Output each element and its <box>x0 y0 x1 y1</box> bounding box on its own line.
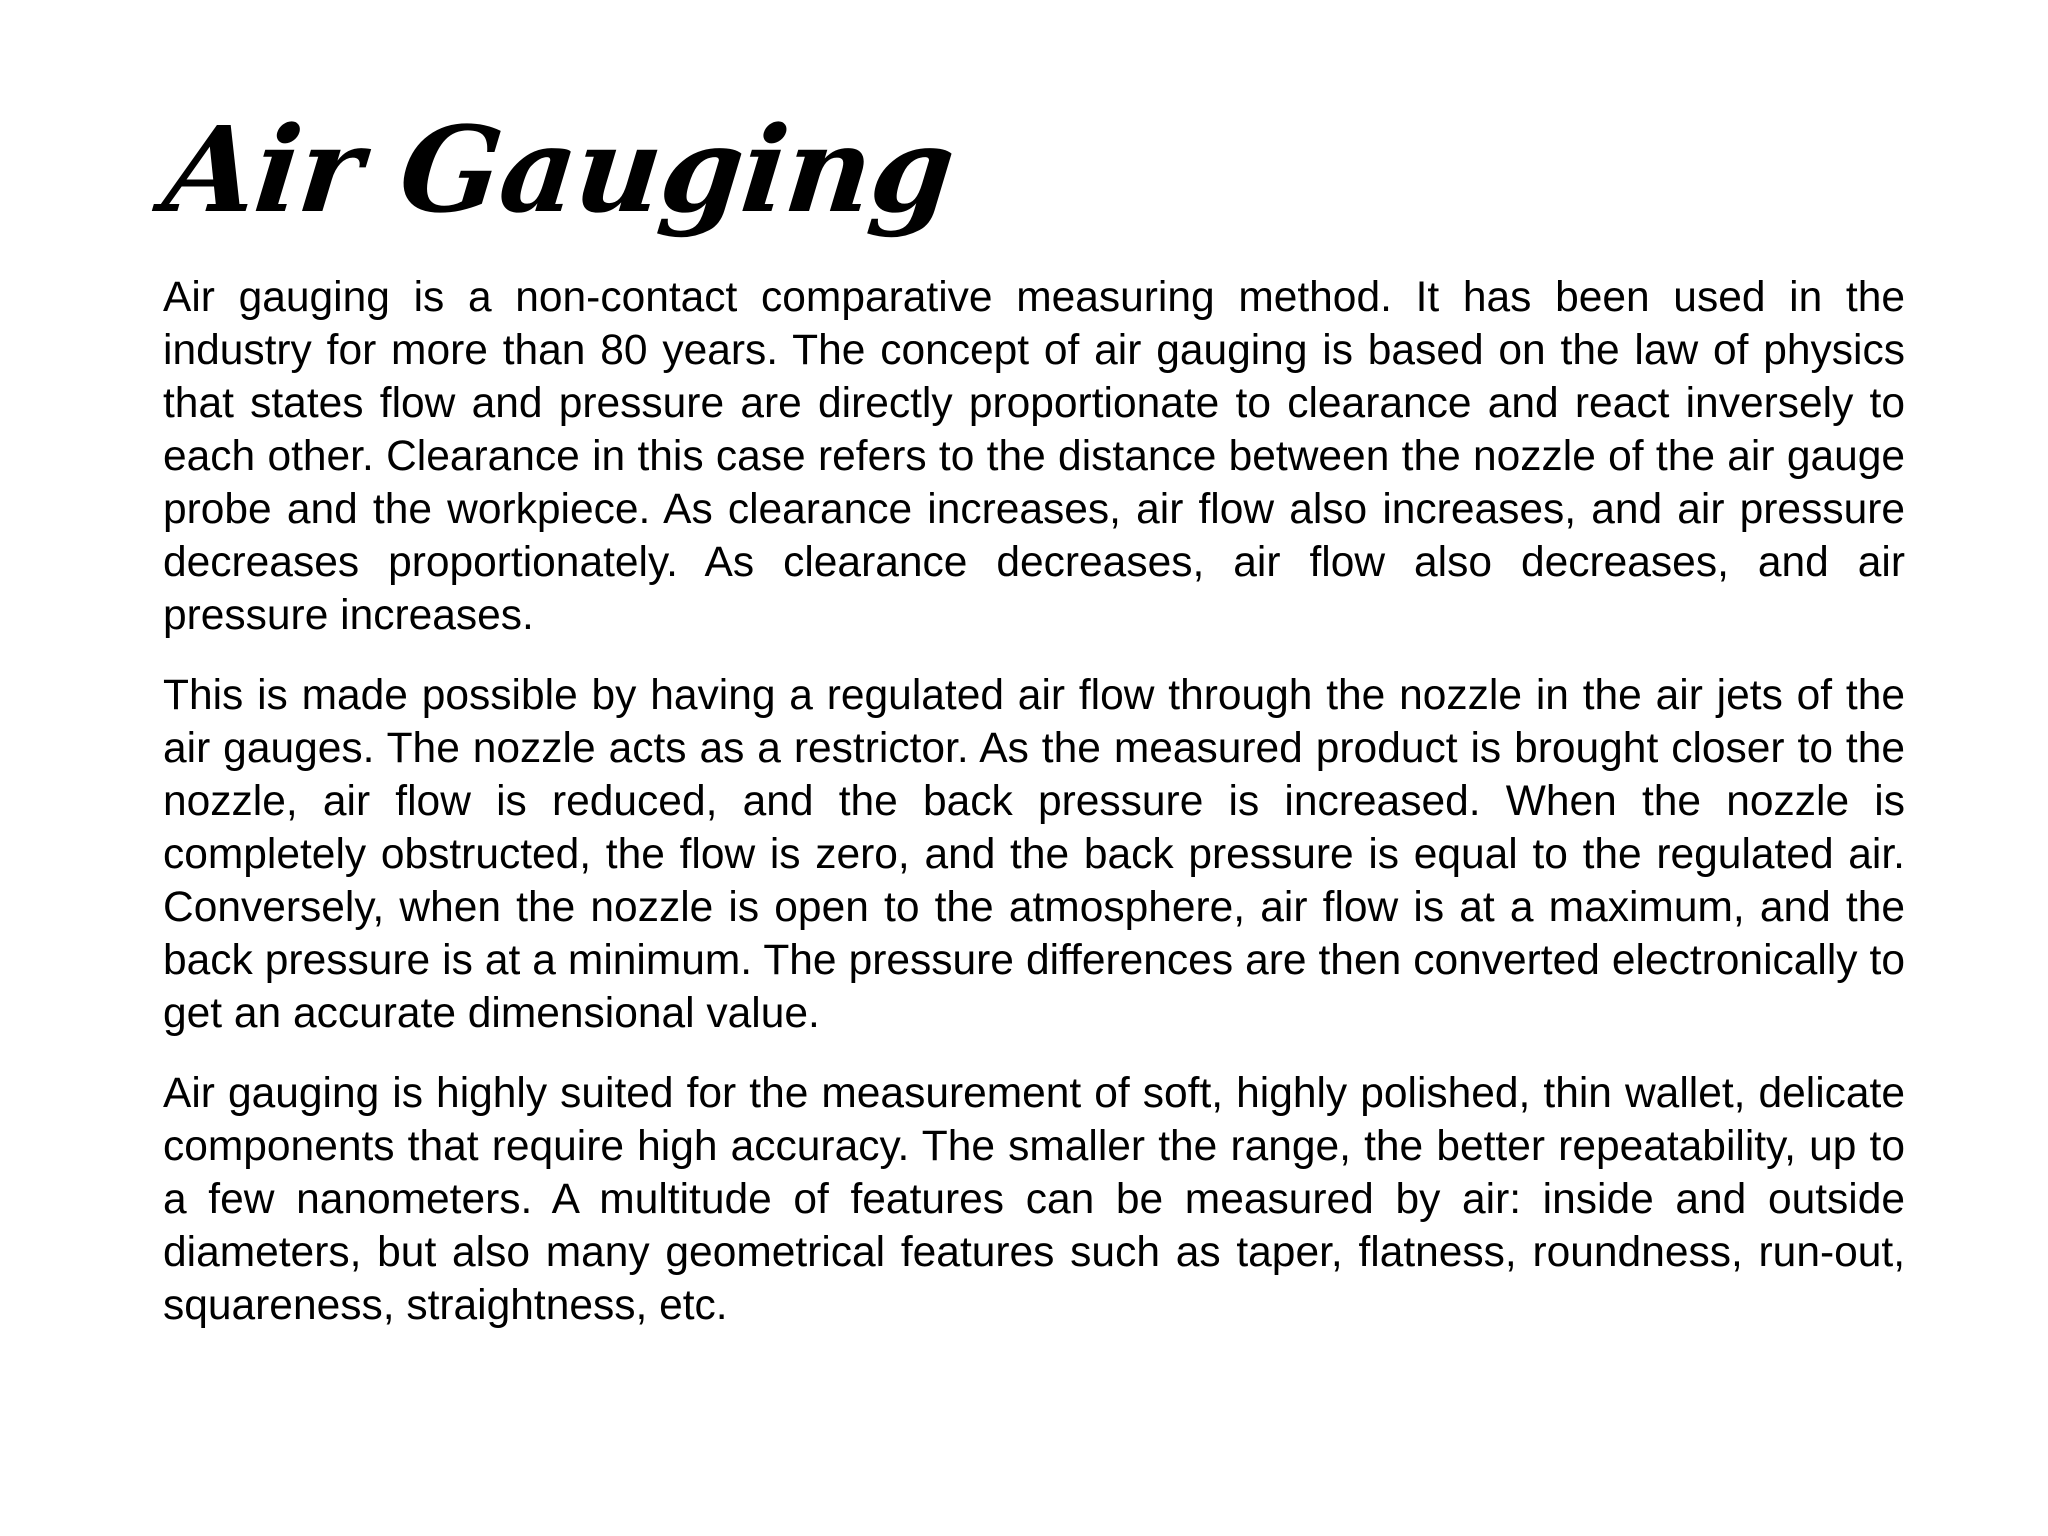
paragraph-2: This is made possible by having a regulated air flow through the nozzle in the air jets of the air gauges. The nozzle acts as a restrictor. As the measured product is brought closer to the nozzle, air flow is reduced, and the back pressure is increased. When the nozzle is completely obstructed, the flow is zero, and the back pressure is equal to the regulated air. Conversely, when the nozzle is open to the atmosphere, air flow is at a maximum, and the back pressure is at a minimum. The pressure differences are then converted electronically to get an accurate dimensional value. <box>163 672 1905 1037</box>
slide-body <box>163 271 1905 1359</box>
slide-title: Air Gauging <box>158 100 961 239</box>
paragraph-3: Air gauging is highly suited for the measurement of soft, highly polished, thin wallet, delicate components that require high accuracy. The smaller the range, the better repeatability, up to a few nanometers. A multitude of features can be measured by air: inside and outside diameters, but also many geometrical features such as taper, flatness, roundness, run-out, squareness, straightness, etc. <box>163 1070 1905 1329</box>
paragraph-1: Air gauging is a non-contact comparative measuring method. It has been used in the industry for more than 80 years. The concept of air gauging is based on the law of physics that states flow and pressure are directly proportionate to clearance and react inversely to each other. Clearance in this case refers to the distance between the nozzle of the air gauge probe and the workpiece. As clearance increases, air flow also increases, and air pressure decreases proportionately. As clearance decreases, air flow also decreases, and air pressure increases. <box>163 274 1905 639</box>
